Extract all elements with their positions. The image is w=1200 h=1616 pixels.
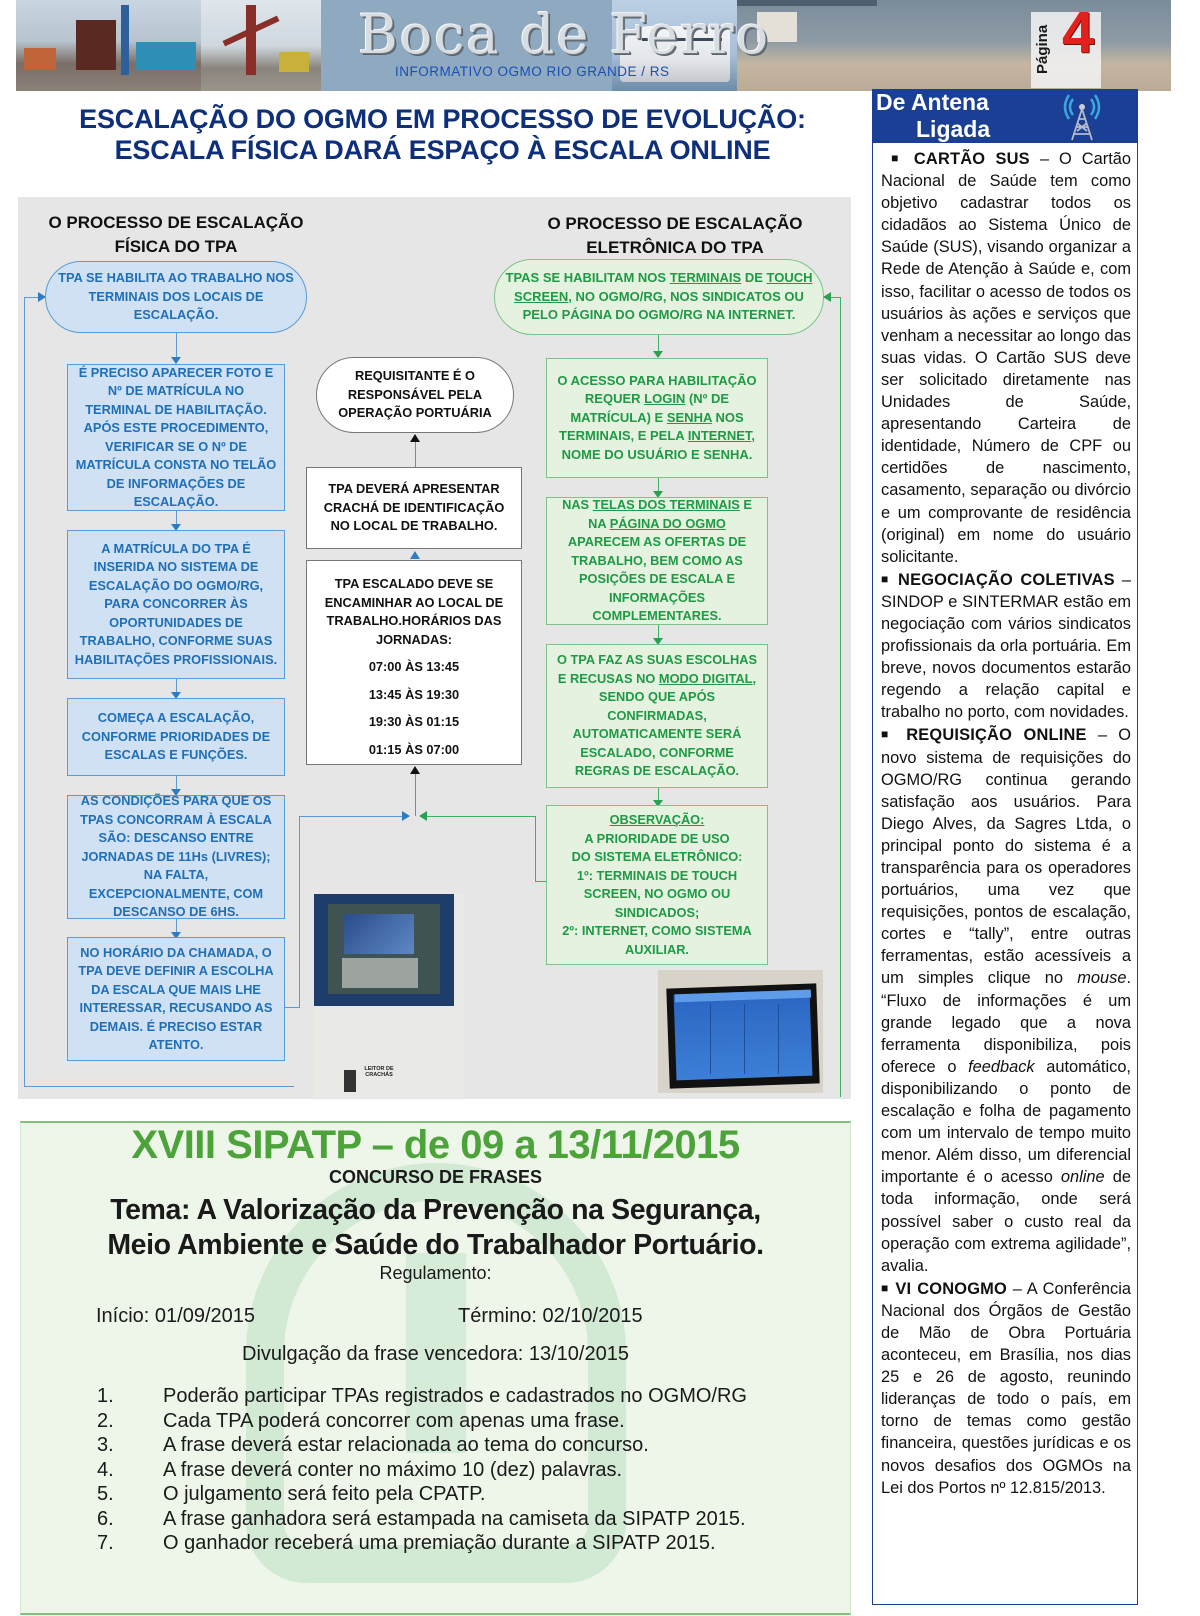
requisitante-box: REQUISITANTE É O RESPONSÁVEL PELA OPERAÇÃO PORTUÁRIA bbox=[316, 357, 514, 433]
shift-time: 01:15 ÀS 07:00 bbox=[368, 741, 460, 757]
harbor-crane-photo bbox=[201, 0, 321, 91]
observation-heading: OBSERVAÇÃO: bbox=[609, 812, 705, 827]
shift-intro: TPA ESCALADO DEVE SE ENCAMINHAR AO LOCAL DE TRABALHO.HORÁRIOS DAS JORNADAS: bbox=[324, 576, 504, 647]
headline-line-2: ESCALA FÍSICA DARÁ ESPAÇO À ESCALA ONLINE bbox=[114, 135, 771, 165]
bullet-icon: ■ bbox=[881, 727, 895, 742]
loop-connector bbox=[830, 297, 840, 298]
winner-announcement-date: Divulgação da frase vencedora: 13/10/2015 bbox=[242, 1343, 629, 1365]
step-text: O ACESSO PARA HABILITAÇÃO REQUER LOGIN (Nº DE MATRÍCULA) E SENHA NOS TERMINAIS, E PELA INTERNET, NOME DO USUÁRIO E SENHA. bbox=[557, 372, 757, 462]
bullet-icon: ■ bbox=[891, 151, 904, 165]
rule-item: 1. Poderão participar TPAs registrados e cadastrados no OGMO/RG bbox=[97, 1385, 747, 1407]
observation-line: DO SISTEMA ELETRÔNICO: bbox=[571, 849, 743, 864]
observation-line: A PRIORIDADE DE USO bbox=[584, 830, 730, 846]
shift-time: 07:00 ÀS 13:45 bbox=[368, 659, 460, 674]
loop-connector bbox=[24, 1086, 294, 1087]
news-heading: CARTÃO SUS bbox=[913, 150, 1030, 168]
antenna-tower-icon bbox=[1062, 93, 1102, 141]
title-line: FÍSICA DO TPA bbox=[114, 237, 238, 256]
rule-item: 4. A frase deverá conter no máximo 10 (dez) palavras. bbox=[97, 1458, 623, 1481]
newsletter-subtitle: INFORMATIVO OGMO RIO GRANDE / RS bbox=[395, 64, 670, 79]
physical-step-6: NO HORÁRIO DA CHAMADA, O TPA DEVE DEFINIR A ESCOLHA DA ESCALA QUE MAIS LHE INTERESSAR, RECUSANDO AS DEMAIS. É PRECISO ESTAR ATENTO. bbox=[67, 937, 285, 1061]
arrow-up-icon bbox=[410, 434, 420, 442]
electronic-step-3 bbox=[546, 497, 768, 625]
step-text: NAS TELAS DOS TERMINAIS E NA PÁGINA DO OGMO APARECEM AS OFERTAS DE TRABALHO, BEM COMO AS POSIÇÕES DE ESCALA E INFORMAÇÕES COMPLEMENTARES. bbox=[562, 497, 752, 624]
sidebar-title-line: Ligada bbox=[916, 116, 991, 142]
shift-time: 13:45 ÀS 19:30 bbox=[368, 686, 460, 702]
rule-item: 3. A frase deverá estar relacionada ao tema do concurso. bbox=[97, 1434, 649, 1456]
sipatp-announcement bbox=[20, 1121, 851, 1615]
news-body: – A Conferência Nacional dos Órgãos de Gestão de Mão de Obra Portuária aconteceu, em Brasília, nos dias 25 e 26 de agosto, reunindo lideranças de todo o país, em torno de temas como gestão financeira, questões jurídicas e os novos desafios dos OGMOs na Lei dos Portos nº 12.815/2013. bbox=[881, 1279, 1131, 1497]
news-emphasis: mouse bbox=[1077, 969, 1127, 988]
sipatp-title: XVIII SIPATP – de 09 a 13/11/2015 bbox=[131, 1123, 740, 1167]
news-body: – O novo sistema de requisições do OGMO/RG continua gerando satisfação aos usuários. Para Diego Alves, da Sagres Ltda, o principal ponto do sistema é a transparência para os operadores portuários, uma vez que requisições, pontos de escalação, cortes e “tally”, entre outras ferramentas, estão acessíveis a um simples clique no bbox=[881, 726, 1131, 988]
news-body: automático, disponibilizando o ponto de escalação e folha de pagamento com um intervalo de tempo muito menor. Além disso, um diferencial importante é o acesso bbox=[881, 1057, 1131, 1187]
rule-item: 6. A frase ganhadora será estampada na camiseta da SIPATP 2015. bbox=[97, 1507, 746, 1530]
news-heading: NEGOCIAÇÃO COLETIVAS bbox=[898, 570, 1115, 589]
end-date: Término: 02/10/2015 bbox=[458, 1305, 643, 1327]
electronic-step-4 bbox=[546, 644, 768, 788]
connector bbox=[285, 1007, 300, 1008]
electronic-process-title bbox=[540, 212, 810, 260]
sidebar-header bbox=[872, 89, 1138, 143]
escalation-monitor-photo bbox=[658, 970, 823, 1093]
physical-process-title bbox=[46, 211, 306, 259]
news-emphasis: online bbox=[1060, 1168, 1105, 1187]
title-line: ELETRÔNICA DO TPA bbox=[586, 238, 764, 257]
news-heading: REQUISIÇÃO ONLINE bbox=[906, 726, 1087, 745]
step-text: O TPA FAZ AS SUAS ESCOLHAS E RECUSAS NO MODO DIGITAL, SENDO QUE APÓS CONFIRMADAS, AUTOMATICAMENTE SERÁ ESCALADO, CONFORME REGRAS DE ESCALAÇÃO. bbox=[556, 652, 758, 779]
news-emphasis: feedback bbox=[968, 1057, 1035, 1076]
arrow-left-icon bbox=[419, 811, 427, 821]
physical-step-4: COMEÇA A ESCALAÇÃO, CONFORME PRIORIDADES DE ESCALAS E FUNÇÕES. bbox=[67, 698, 285, 776]
cargo-loading-photo bbox=[737, 0, 1171, 91]
shift-schedule-box bbox=[306, 560, 522, 765]
arrow-up-icon bbox=[410, 766, 420, 774]
contest-theme bbox=[21, 1193, 850, 1263]
news-heading: VI CONOGMO bbox=[895, 1279, 1007, 1298]
news-body: de toda informação, onde será possível saber o custo real da operação com extrema agilidade”, avalia. bbox=[881, 1168, 1131, 1275]
title-line: O PROCESSO DE ESCALAÇÃO bbox=[48, 213, 304, 232]
connector bbox=[176, 333, 177, 359]
connector bbox=[299, 816, 409, 817]
newsletter-title: Boca de Ferro bbox=[358, 3, 771, 66]
connector bbox=[415, 773, 416, 816]
rule-item: 5. O julgamento será feito pela CPATP. bbox=[97, 1483, 486, 1505]
touch-terminal-photo bbox=[314, 894, 464, 1098]
news-item-cartao-sus bbox=[881, 147, 1131, 568]
news-body: – SINDOP e SINTERMAR estão em negociação com vários sindicatos profissionais da orla portuária. Em breve, novos documentos estarão regendo a relação capital e trabalho no porto, com novidades. bbox=[881, 570, 1132, 722]
observation-line: 2º: INTERNET, COMO SISTEMA AUXILIAR. bbox=[562, 923, 752, 957]
rule-item: 2. Cada TPA poderá concorrer com apenas uma frase. bbox=[97, 1409, 625, 1432]
bullet-icon: ■ bbox=[881, 1280, 890, 1295]
arrow-left-icon bbox=[823, 292, 831, 302]
headline-line-1: ESCALAÇÃO DO OGMO EM PROCESSO DE EVOLUÇÃO: bbox=[79, 104, 806, 134]
loop-connector bbox=[24, 297, 25, 1087]
physical-step-1: TPA SE HABILITA AO TRABALHO NOS TERMINAIS DOS LOCAIS DE ESCALAÇÃO. bbox=[45, 261, 307, 333]
step-text: TPAS SE HABILITAM NOS TERMINAIS DE TOUCH SCREEN, NO OGMO/RG, NOS SINDICATOS OU PELO PÁGINA DO OGMO/RG NA INTERNET. bbox=[505, 270, 813, 323]
physical-step-5: AS CONDIÇÕES PARA QUE OS TPAS CONCORRAM À ESCALA SÃO: DESCANSO ENTRE JORNADAS DE 11Hs (LIVRES); NA FALTA, EXCEPCIONALMENTE, COM DESCANSO DE 6HS. bbox=[67, 795, 285, 919]
arrow-right-icon bbox=[402, 811, 410, 821]
sidebar-title bbox=[876, 89, 990, 143]
physical-step-2: É PRECISO APARECER FOTO E Nº DE MATRÍCULA NO TERMINAL DE HABILITAÇÃO. APÓS ESTE PROCEDIMENTO, VERIFICAR SE O Nº DE MATRÍCULA CONSTA NO TELÃO DE INFORMAÇÕES DE ESCALAÇÃO. bbox=[67, 364, 285, 511]
news-item-conogmo bbox=[881, 1277, 1131, 1499]
arrow-down-icon bbox=[653, 351, 663, 358]
page-label: Página bbox=[1034, 24, 1051, 74]
electronic-step-1 bbox=[494, 259, 824, 335]
start-date: Início: 01/09/2015 bbox=[96, 1305, 256, 1327]
rule-item: 7. O ganhador receberá uma premiação durante a SIPATP 2015. bbox=[97, 1532, 716, 1554]
theme-line-1: Tema: A Valorização da Prevenção na Segurança, bbox=[110, 1194, 761, 1226]
electronic-step-2 bbox=[546, 358, 768, 478]
page-number: 4 bbox=[1062, 0, 1095, 65]
connector bbox=[299, 816, 300, 1008]
news-item-requisicao bbox=[881, 723, 1131, 1276]
bullet-icon: ■ bbox=[881, 571, 891, 586]
badge-reader-label: LEITOR DE CRACHÁS bbox=[364, 1066, 394, 1078]
electronic-step-5 bbox=[546, 805, 768, 965]
connector bbox=[415, 441, 416, 467]
arrow-up-icon bbox=[410, 551, 420, 559]
news-body: – O Cartão Nacional de Saúde tem como objetivo cadastrar todos os cidadãos ao Sistema Único de Saúde (SUS), visando organizar a Rede de Atenção à Saúde e, com isso, facilitar o acesso de todos os usuários às ações e serviços que venham a necessitar ao longo das suas vidas. O Cartão SUS deve ser solicitado diretamente nas Unidades de Saúde, apresentando Carteira de identidade, Número de CPF ou certidões de nascimento, casamento, separação ou divórcio e um comprovante de residência (original) em nome do usuário solicitante. bbox=[881, 150, 1131, 566]
shift-time: 19:30 ÀS 01:15 bbox=[368, 714, 460, 729]
title-line: O PROCESSO DE ESCALAÇÃO bbox=[547, 214, 803, 233]
cracha-box: TPA DEVERÁ APRESENTAR CRACHÁ DE IDENTIFICAÇÃO NO LOCAL DE TRABALHO. bbox=[306, 467, 522, 549]
physical-step-3: A MATRÍCULA DO TPA É INSERIDA NO SISTEMA DE ESCALAÇÃO DO OGMO/RG, PARA CONCORRER ÀS OPORTUNIDADES DE TRABALHO, CONFORME SUAS HABILITAÇÕES PROFISSIONAIS. bbox=[67, 530, 285, 679]
port-crane-photo bbox=[16, 0, 201, 91]
badge-reader-icon bbox=[344, 1070, 356, 1092]
contest-rules-list bbox=[97, 1384, 747, 1556]
sidebar-title-line: De Antena bbox=[876, 89, 989, 115]
news-body: . “Fluxo de informações é um grande legado que a nova ferramenta disponibiliza, pois oferece o bbox=[881, 969, 1131, 1076]
loop-connector bbox=[840, 297, 841, 1097]
news-item-negociacao bbox=[881, 568, 1131, 724]
escalation-flowchart bbox=[18, 197, 851, 1099]
sidebar-news-column bbox=[872, 143, 1138, 1605]
connector bbox=[535, 816, 536, 882]
theme-line-2: Meio Ambiente e Saúde do Trabalhador Portuário. bbox=[107, 1229, 764, 1261]
connector bbox=[427, 816, 535, 817]
contest-subtitle: CONCURSO DE FRASES bbox=[328, 1167, 543, 1187]
article-headline bbox=[20, 104, 865, 166]
observation-line: 1º: TERMINAIS DE TOUCH SCREEN, NO OGMO OU SINDICADOS; bbox=[576, 867, 738, 920]
regulation-label: Regulamento: bbox=[379, 1263, 492, 1283]
